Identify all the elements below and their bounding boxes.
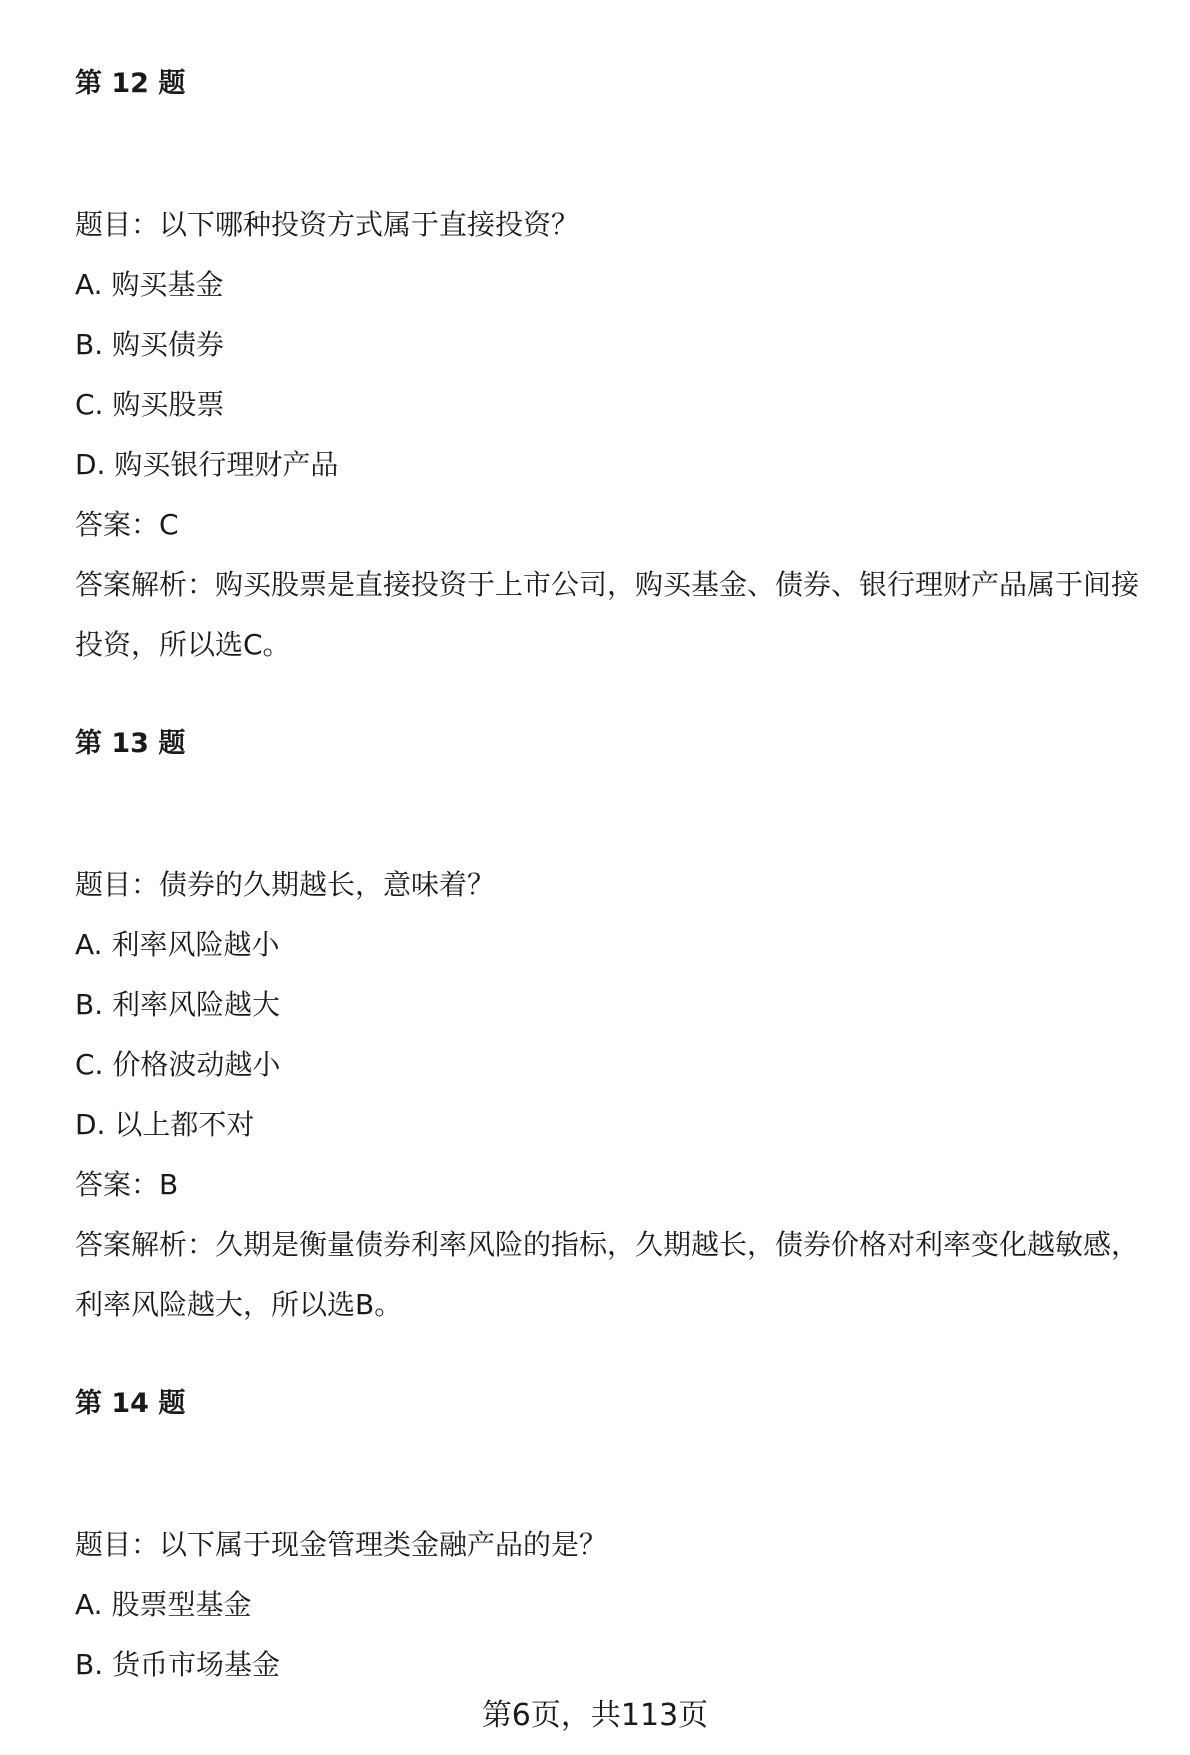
option-a: A. 股票型基金 — [75, 1588, 252, 1621]
answer-text: 答案：B — [75, 1168, 179, 1201]
option-b: B. 购买债券 — [75, 328, 225, 361]
question-heading: 第 13 题 — [75, 728, 186, 759]
question-heading: 第 14 题 — [75, 1388, 186, 1419]
option-a: A. 利率风险越小 — [75, 928, 280, 961]
question-body — [75, 855, 1165, 1335]
page-indicator: 第6页，共113页 — [481, 1698, 709, 1733]
option-a: A. 购买基金 — [75, 268, 224, 301]
option-c: C. 购买股票 — [75, 388, 225, 421]
question-text: 题目：以下属于现金管理类金融产品的是？ — [75, 1528, 608, 1561]
question-text: 题目：以下哪种投资方式属于直接投资？ — [75, 208, 580, 241]
option-d: D. 以上都不对 — [75, 1108, 255, 1141]
answer-text: 答案：C — [75, 508, 179, 541]
question-block-12 — [75, 64, 1165, 675]
option-b: B. 利率风险越大 — [75, 988, 281, 1021]
option-b: B. 货币市场基金 — [75, 1648, 281, 1681]
option-d: D. 购买银行理财产品 — [75, 448, 339, 481]
question-heading: 第 12 题 — [75, 68, 186, 99]
question-block-13 — [75, 724, 1165, 1335]
question-body — [75, 1515, 1165, 1695]
question-block-14 — [75, 1384, 1165, 1695]
question-text: 题目：债券的久期越长，意味着？ — [75, 868, 496, 901]
answer-explanation: 答案解析：购买股票是直接投资于上市公司，购买基金、债券、银行理财产品属于间接投资，所以选C。 — [75, 568, 1140, 661]
answer-explanation: 答案解析：久期是衡量债券利率风险的指标，久期越长，债券价格对利率变化越敏感，利率风险越大，所以选B。 — [75, 1228, 1140, 1321]
question-body — [75, 195, 1165, 675]
option-c: C. 价格波动越小 — [75, 1048, 281, 1081]
